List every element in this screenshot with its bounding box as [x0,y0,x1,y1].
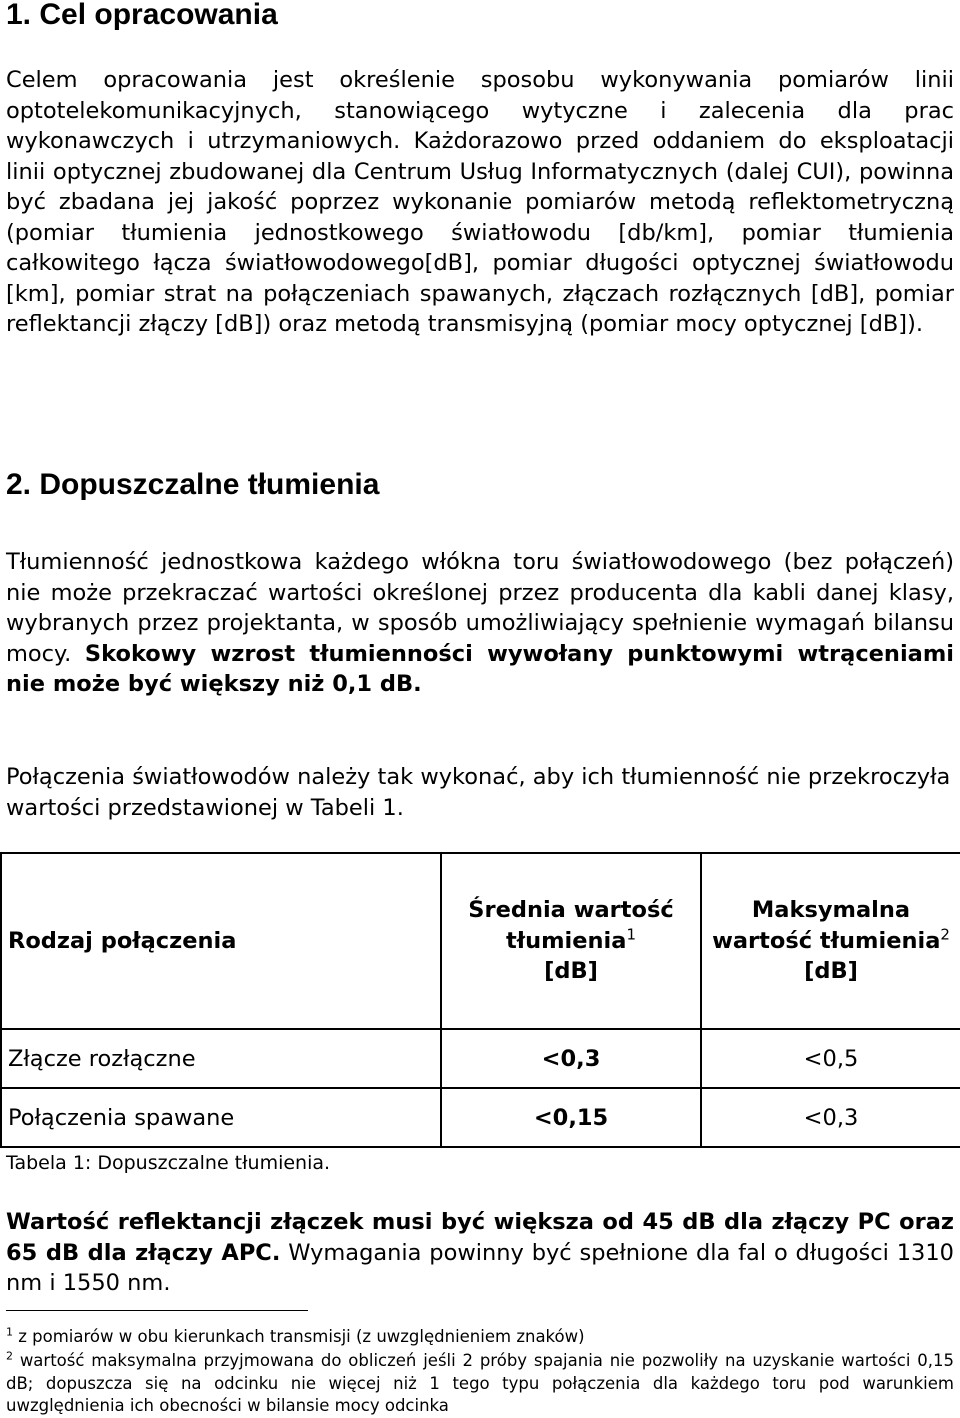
header-max-label: Maksymalna wartość tłumienia [712,897,941,954]
cell-average: <0,15 [441,1088,701,1147]
attenuation-table [0,852,960,1148]
footnote-2 [6,1350,954,1418]
cell-connection-type: Połączenia spawane [1,1088,441,1147]
section-2-paragraph-text: Tłumienność jednostkowa każdego włókna toru światłowodowego (bez połączeń) nie może przekraczać wartości określonej przez producenta dla kabli danej klasy, wybranych przez projektanta, w sposób umożliwiający spełnienie wymagań bilansu mocy. [6,549,954,667]
footnote-separator [6,1310,308,1311]
section-2-heading: 2. Dopuszczalne tłumienia [6,468,380,501]
reflectance-paragraph [6,1207,954,1299]
footnote-1-mark: 1 [6,1325,13,1339]
section-2-paragraph [6,547,954,700]
reflectance-emphasis: Wartość reflektancji złączek musi być większa od 45 dB dla złączy PC oraz 65 dB dla złączy APC. [6,1209,954,1266]
table-caption: Tabela 1: Dopuszczalne tłumienia. [6,1152,331,1174]
section-2-paragraph-2: Połączenia światłowodów należy tak wykonać, aby ich tłumienność nie przekroczyła wartości przedstawionej w Tabeli 1. [6,764,951,821]
table-header-row [1,853,960,1029]
table-row [1,1088,960,1147]
footnote-ref-2: 2 [940,925,950,944]
header-average-label: Średnia wartość tłumienia [468,897,674,954]
cell-average: <0,3 [441,1029,701,1088]
section-2-paragraph-emphasis: Skokowy wzrost tłumienności wywołany punktowymi wtrąceniami nie może być większy niż 0,1 dB. [6,640,954,697]
footnote-ref-1: 1 [626,925,636,944]
cell-connection-type: Złącze rozłączne [1,1029,441,1088]
table-row [1,1029,960,1088]
cell-max: <0,5 [701,1029,960,1088]
header-connection-type: Rodzaj połączenia [1,853,441,1029]
footnote-1 [6,1326,954,1349]
section-1-heading: 1. Cel opracowania [6,0,278,31]
section-1-paragraph: Celem opracowania jest określenie sposobu wykonywania pomiarów linii optotelekomunikacyjnych, stanowiącego wytyczne i zalecenia dla prac wykonawczych i utrzymaniowych. Każdorazowo przed oddaniem do eksploatacji linii optycznej zbudowanej dla Centrum Usług Informatycznych (dalej CUI), powinna być zbadana jej jakość poprzez wykonanie pomiarów metodą reflektometryczną (pomiar tłumienia jednostkowego światłowodu [db/km], pomiar tłumienia całkowitego łącza światłowodowego[dB], pomiar długości optycznej światłowodu [km], pomiar strat na połączeniach spawanych, złączach rozłącznych [dB], pomiar reflektancji złączy [dB]) oraz metodą transmisyjną (pomiar mocy optycznej [dB]). [6,67,954,337]
reflectance-text: Wymagania powinny być spełnione dla fal o długości 1310 nm i 1550 nm. [6,1239,954,1296]
header-max-attenuation [701,853,960,1029]
footnote-1-text: z pomiarów w obu kierunkach transmisji (z uwzględnieniem znaków) [13,1327,585,1346]
footnote-2-mark: 2 [6,1349,13,1363]
header-average-attenuation [441,853,701,1029]
header-max-unit: [dB] [804,958,858,985]
footnote-2-text: wartość maksymalna przyjmowana do obliczeń jeśli 2 próby spajania nie pozwoliły na uzyskanie wartości 0,15 dB; dopuszcza się na odcinku nie więcej niż 1 tego typu połączenia dla każdego toru pod warunkiem uwzględnienia ich obecności w bilansie mocy odcinka [6,1351,954,1415]
cell-max: <0,3 [701,1088,960,1147]
header-average-unit: [dB] [544,958,598,985]
